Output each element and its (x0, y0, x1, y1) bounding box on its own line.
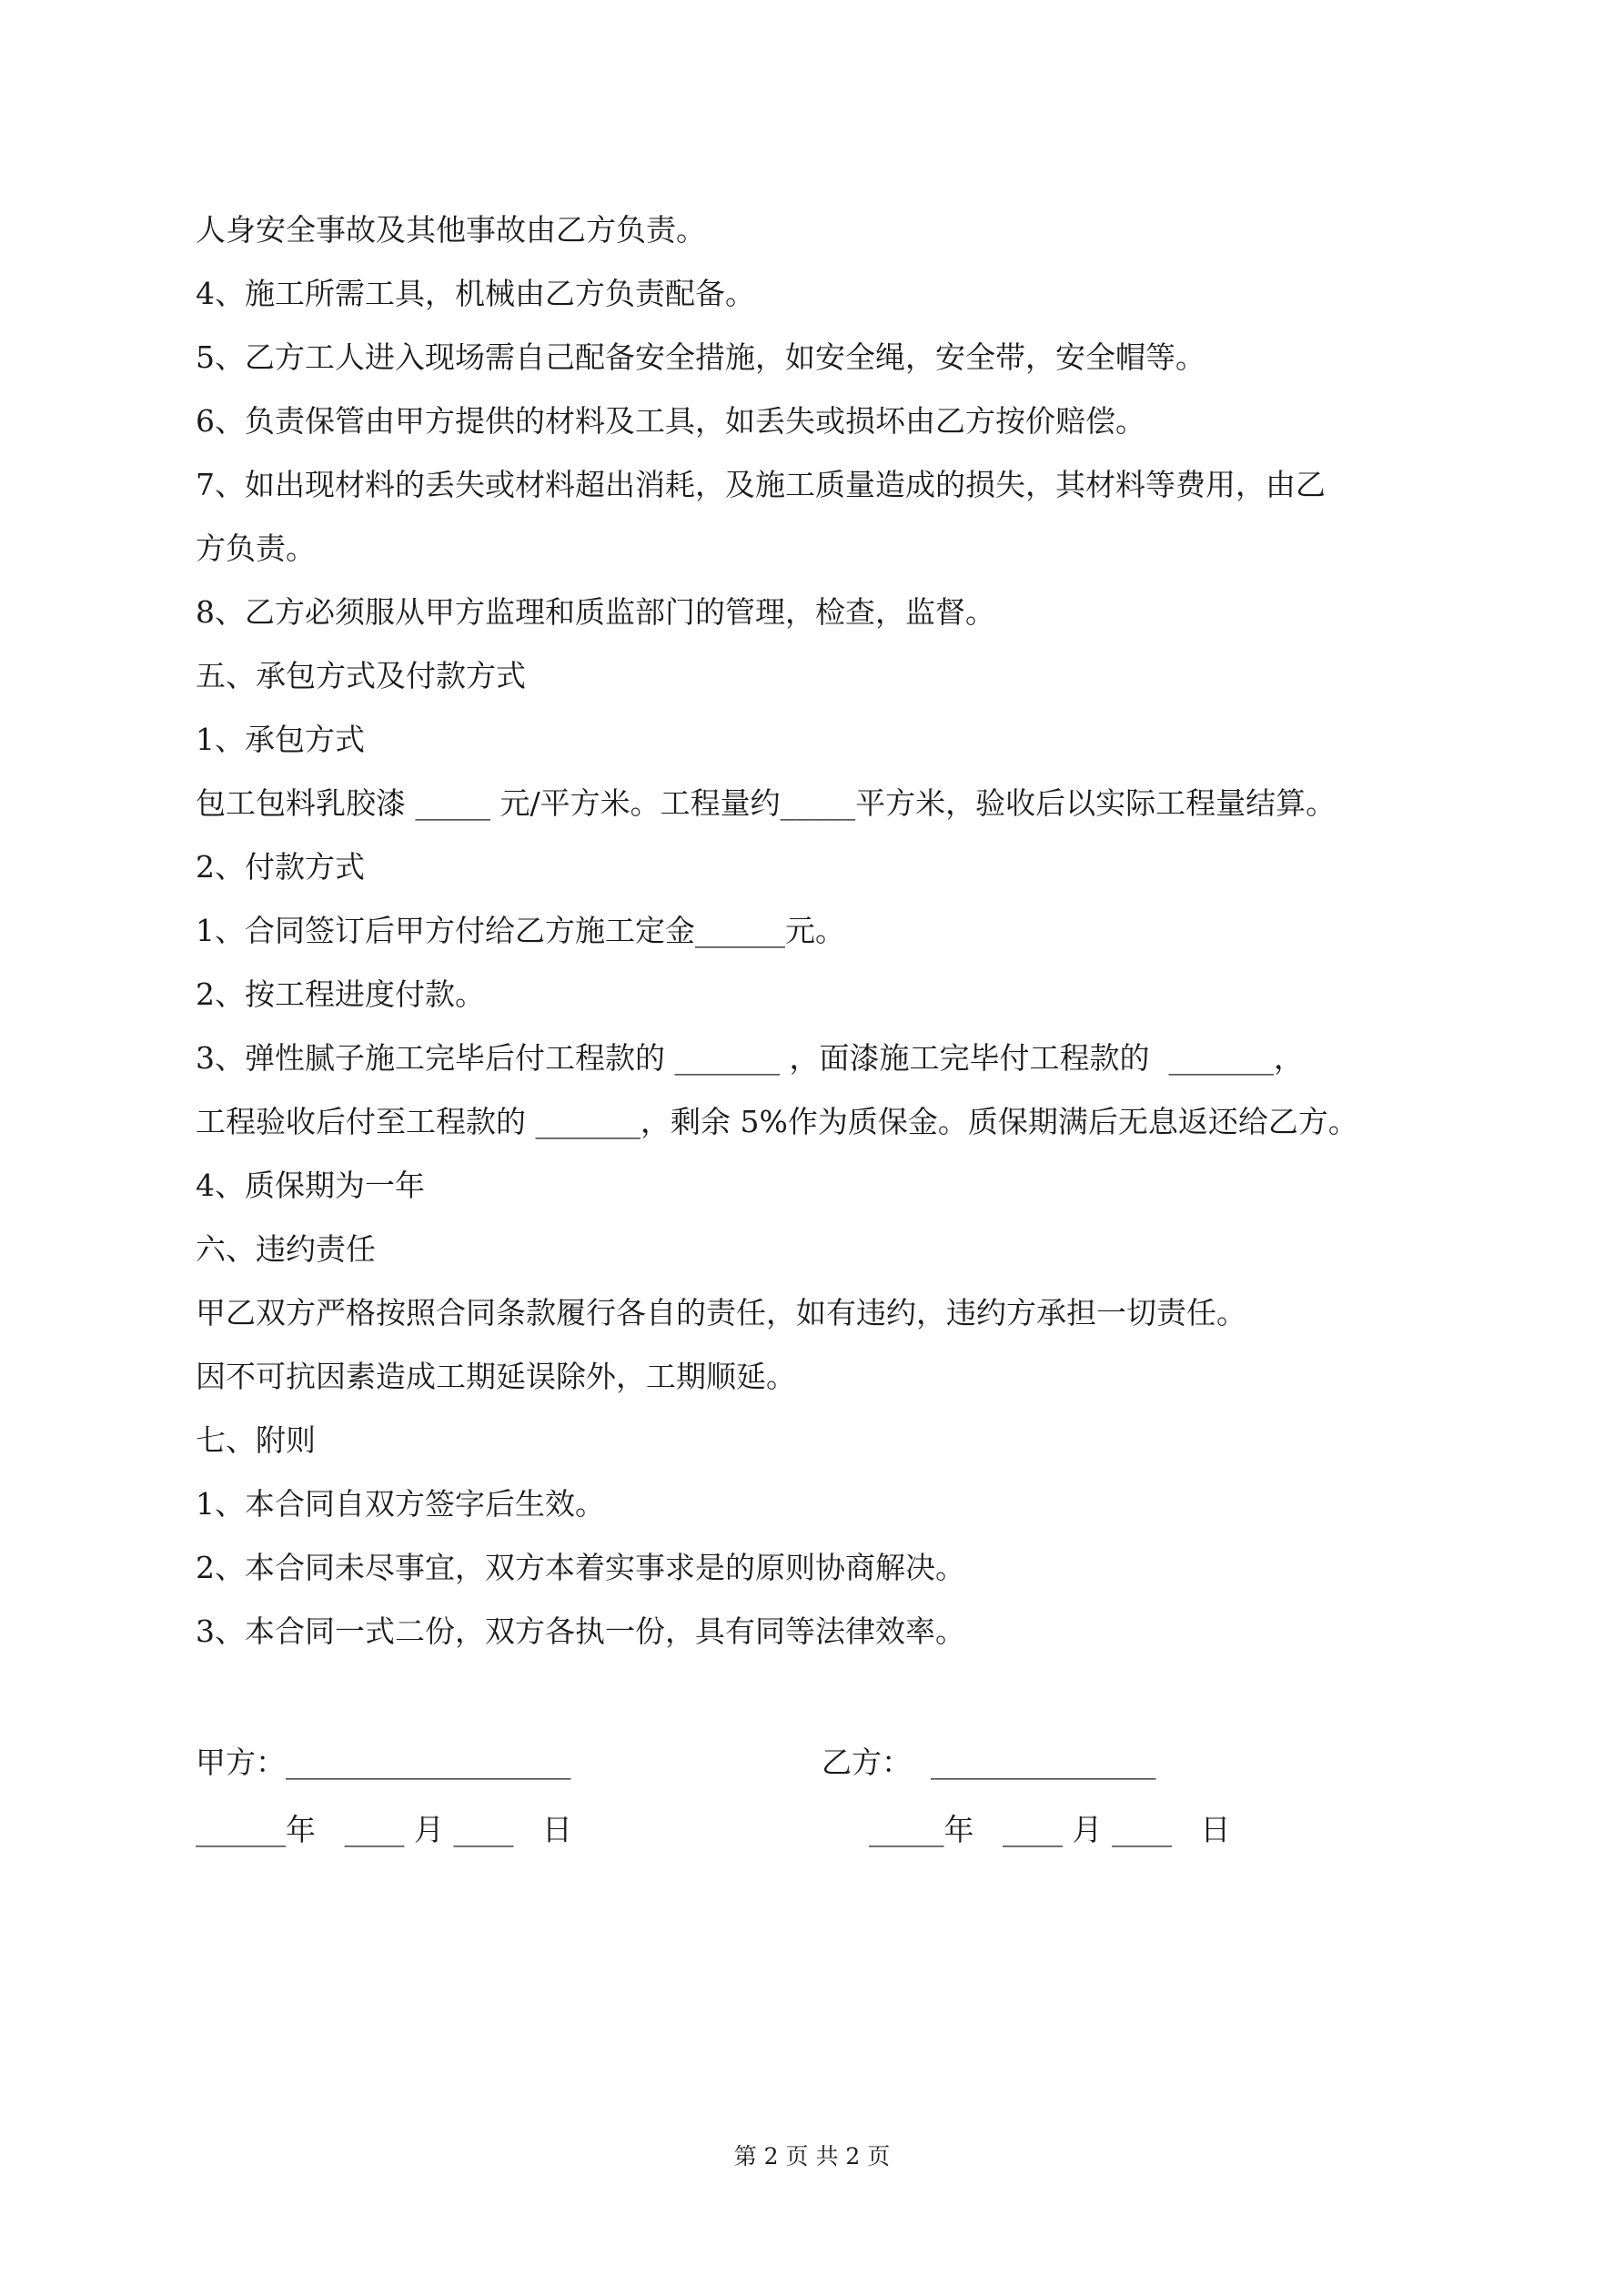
party-b-signature: 乙方： _______________ (822, 1745, 1156, 1780)
subsection-heading: 2、付款方式 (196, 849, 365, 885)
signature-block (0, 1731, 1624, 1867)
paragraph-line: 因不可抗因素造成工期延误除外，工期顺延。 (196, 1359, 796, 1394)
party-a-date: ______年 ____ 月 ____ 日 (196, 1812, 572, 1847)
paragraph-line: 人身安全事故及其他事故由乙方负责。 (196, 212, 706, 248)
page-number: 第 2 页 共 2 页 (733, 2143, 891, 2170)
paragraph-line: 工程验收后付至工程款的 _______，剩余 5%作为质保金。质保期满后无息返还给乙方。 (196, 1104, 1358, 1139)
paragraph-line: 7、如出现材料的丢失或材料超出消耗，及施工质量造成的损失，其材料等费用，由乙 (196, 467, 1326, 502)
paragraph-line: 8、乙方必须服从甲方监理和质监部门的管理，检查，监督。 (196, 594, 995, 630)
subsection-heading: 1、承包方式 (196, 722, 365, 757)
paragraph-line: 4、施工所需工具，机械由乙方负责配备。 (196, 276, 755, 311)
section-heading: 七、附则 (196, 1422, 316, 1458)
paragraph-line: 1、本合同自双方签字后生效。 (196, 1486, 605, 1522)
paragraph-line: 5、乙方工人进入现场需自己配备安全措施，如安全绳，安全带，安全帽等。 (196, 339, 1205, 375)
section-heading: 六、违约责任 (196, 1231, 376, 1267)
contract-body (196, 198, 1442, 1664)
paragraph-line: 4、质保期为一年 (196, 1168, 425, 1203)
paragraph-line: 6、负责保管由甲方提供的材料及工具，如丢失或损坏由乙方按价赔偿。 (196, 403, 1145, 439)
party-a-signature: 甲方：___________________ (196, 1745, 571, 1780)
paragraph-line: 2、本合同未尽事宜，双方本着实事求是的原则协商解决。 (196, 1550, 965, 1585)
paragraph-line: 2、按工程进度付款。 (196, 976, 485, 1012)
paragraph-line: 甲乙双方严格按照合同条款履行各自的责任，如有违约，违约方承担一切责任。 (196, 1295, 1246, 1330)
section-heading: 五、承包方式及付款方式 (196, 658, 526, 693)
paragraph-line: 3、本合同一式二份，双方各执一份，具有同等法律效率。 (196, 1613, 965, 1649)
paragraph-line: 方负责。 (196, 531, 316, 566)
paragraph-line: 1、合同签订后甲方付给乙方施工定金______元。 (196, 913, 845, 948)
paragraph-line: 包工包料乳胶漆 _____ 元/平方米。工程量约_____平方米，验收后以实际工程量结算。 (196, 785, 1337, 821)
paragraph-line: 3、弹性腻子施工完毕后付工程款的 _______ ，面漆施工完毕付工程款的 _______， (196, 1040, 1304, 1076)
party-b-date: _____年 ____ 月 ____ 日 (869, 1812, 1231, 1847)
